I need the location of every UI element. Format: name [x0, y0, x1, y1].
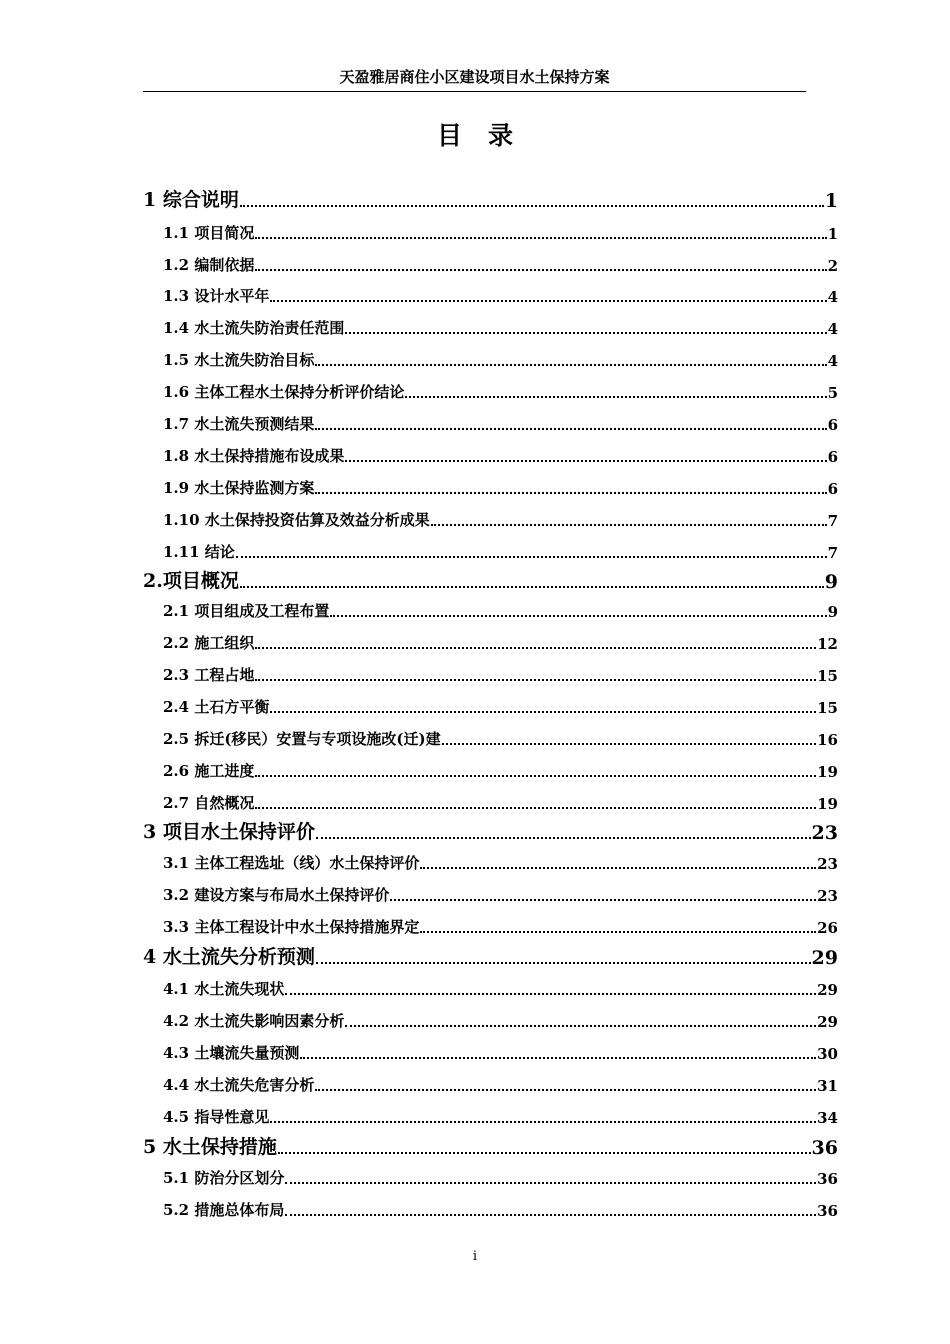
toc-leader-dots — [330, 615, 826, 617]
toc-entry-page: 23 — [817, 887, 838, 905]
toc-entry-page: 36 — [811, 1137, 838, 1159]
toc-entry-label: 1.9 水土保持监测方案 — [163, 479, 315, 497]
toc-entry-page: 4 — [827, 320, 838, 338]
toc-entry-label: 1.5 水土流失防治目标 — [163, 351, 315, 369]
toc-chapter-entry[interactable] — [143, 943, 838, 969]
toc-entry-label: 1.4 水土流失防治责任范围 — [163, 319, 345, 337]
toc-leader-dots — [300, 1057, 816, 1059]
toc-entry-label: 2.4 土石方平衡 — [163, 698, 270, 716]
toc-entry-label: 1.3 设计水平年 — [163, 287, 270, 305]
toc-entry-page: 26 — [817, 919, 838, 937]
toc-leader-dots — [315, 364, 826, 366]
toc-entry-label: 3.2 建设方案与布局水土保持评价 — [163, 886, 390, 904]
toc-entry-label: 2.7 自然概况 — [163, 794, 255, 812]
toc-leader-dots — [255, 807, 816, 809]
toc-entry-page: 15 — [817, 667, 838, 685]
toc-entry-page: 9 — [827, 603, 838, 621]
toc-entry-page: 4 — [827, 352, 838, 370]
toc-entry-page: 36 — [817, 1170, 838, 1188]
toc-entry-label: 2.项目概况 — [143, 570, 239, 592]
toc-entry-page: 1 — [827, 225, 838, 243]
toc-entry-label: 1.11 结论 — [163, 543, 235, 561]
toc-entry-page: 29 — [811, 947, 838, 969]
toc-entry-page: 23 — [811, 822, 838, 844]
toc-section-entry[interactable] — [143, 414, 838, 434]
toc-entry-page: 5 — [827, 384, 838, 402]
toc-entry-label: 5 水土保持措施 — [143, 1136, 277, 1158]
toc-leader-dots — [270, 1121, 816, 1123]
toc-section-entry[interactable] — [143, 601, 838, 621]
toc-entry-page: 16 — [817, 731, 838, 749]
toc-leader-dots — [420, 867, 816, 869]
toc-entry-label: 2.1 项目组成及工程布置 — [163, 602, 330, 620]
toc-leader-dots — [240, 205, 824, 207]
toc-chapter-entry[interactable] — [143, 1133, 838, 1159]
toc-section-entry[interactable] — [143, 697, 838, 717]
toc-leader-dots — [405, 396, 826, 398]
toc-entry-label: 3.3 主体工程设计中水土保持措施界定 — [163, 918, 420, 936]
toc-chapter-entry[interactable] — [143, 567, 838, 593]
table-of-contents — [143, 0, 838, 1344]
toc-entry-label: 3.1 主体工程选址（线）水土保持评价 — [163, 854, 420, 872]
toc-leader-dots — [255, 679, 816, 681]
toc-leader-dots — [255, 647, 816, 649]
toc-leader-dots — [285, 1182, 816, 1184]
toc-leader-dots — [316, 962, 811, 964]
toc-entry-label: 1 综合说明 — [143, 189, 239, 211]
toc-entry-label: 1.6 主体工程水土保持分析评价结论 — [163, 383, 405, 401]
toc-entry-page: 2 — [827, 257, 838, 275]
toc-entry-label: 1.1 项目简况 — [163, 224, 255, 242]
toc-leader-dots — [240, 586, 824, 588]
toc-leader-dots — [285, 993, 816, 995]
toc-leader-dots — [345, 1025, 816, 1027]
toc-entry-page: 4 — [827, 288, 838, 306]
toc-leader-dots — [442, 743, 817, 745]
toc-leader-dots — [278, 1152, 811, 1154]
toc-entry-label: 4.5 指导性意见 — [163, 1108, 270, 1126]
toc-leader-dots — [255, 237, 826, 239]
toc-entry-label: 2.6 施工进度 — [163, 762, 255, 780]
toc-entry-page: 15 — [817, 699, 838, 717]
toc-entry-label: 2.3 工程占地 — [163, 666, 255, 684]
toc-entry-page: 23 — [817, 855, 838, 873]
toc-leader-dots — [431, 524, 827, 526]
toc-entry-label: 1.2 编制依据 — [163, 256, 255, 274]
toc-leader-dots — [316, 837, 811, 839]
toc-section-entry[interactable] — [143, 1011, 838, 1031]
toc-section-entry[interactable] — [143, 318, 838, 338]
toc-section-entry[interactable] — [143, 350, 838, 370]
toc-leader-dots — [255, 775, 816, 777]
toc-leader-dots — [315, 492, 826, 494]
toc-entry-page: 34 — [817, 1109, 838, 1127]
toc-section-entry[interactable] — [143, 633, 838, 653]
toc-entry-label: 4.1 水土流失现状 — [163, 980, 285, 998]
toc-section-entry[interactable] — [143, 382, 838, 402]
toc-entry-label: 4 水土流失分析预测 — [143, 946, 315, 968]
toc-leader-dots — [285, 1214, 816, 1216]
toc-leader-dots — [270, 300, 826, 302]
toc-entry-page: 30 — [817, 1045, 838, 1063]
toc-entry-page: 19 — [817, 795, 838, 813]
toc-section-entry[interactable] — [143, 446, 838, 466]
toc-section-entry[interactable] — [143, 761, 838, 781]
toc-leader-dots — [270, 711, 816, 713]
toc-entry-label: 4.2 水土流失影响因素分析 — [163, 1012, 345, 1030]
toc-section-entry[interactable] — [143, 1075, 838, 1095]
toc-entry-label: 4.4 水土流失危害分析 — [163, 1076, 315, 1094]
toc-section-entry[interactable] — [143, 885, 838, 905]
toc-entry-label: 1.8 水土保持措施布设成果 — [163, 447, 345, 465]
toc-entry-label: 1.7 水土流失预测结果 — [163, 415, 315, 433]
page-number: i — [472, 1249, 478, 1264]
toc-entry-label: 2.2 施工组织 — [163, 634, 255, 652]
toc-entry-page: 9 — [824, 571, 838, 593]
toc-section-entry[interactable] — [143, 979, 838, 999]
toc-entry-page: 6 — [827, 480, 838, 498]
toc-entry-page: 36 — [817, 1202, 838, 1220]
toc-section-entry[interactable] — [143, 286, 838, 306]
toc-leader-dots — [390, 899, 816, 901]
toc-section-entry[interactable] — [143, 223, 838, 243]
toc-section-entry[interactable] — [143, 729, 838, 749]
toc-entry-page: 19 — [817, 763, 838, 781]
toc-section-entry[interactable] — [143, 917, 838, 937]
toc-section-entry[interactable] — [143, 542, 838, 562]
toc-leader-dots — [315, 428, 826, 430]
toc-section-entry[interactable] — [143, 1107, 838, 1127]
running-header: 天盈雅居商住小区建设项目水土保持方案 — [339, 68, 610, 86]
toc-entry-page: 7 — [827, 544, 838, 562]
toc-entry-page: 31 — [817, 1077, 838, 1095]
toc-entry-label: 1.10 水土保持投资估算及效益分析成果 — [163, 511, 430, 529]
toc-entry-label: 5.2 措施总体布局 — [163, 1201, 285, 1219]
toc-entry-label: 4.3 土壤流失量预测 — [163, 1044, 300, 1062]
toc-leader-dots — [236, 556, 827, 558]
toc-entry-page: 1 — [824, 190, 838, 212]
toc-chapter-entry[interactable] — [143, 818, 838, 844]
toc-section-entry[interactable] — [143, 1168, 838, 1188]
toc-entry-page: 6 — [827, 448, 838, 466]
toc-entry-page: 7 — [827, 512, 838, 530]
toc-title: 目录 — [436, 121, 539, 150]
toc-leader-dots — [420, 931, 816, 933]
toc-section-entry[interactable] — [143, 793, 838, 813]
toc-section-entry[interactable] — [143, 665, 838, 685]
toc-section-entry[interactable] — [143, 255, 838, 275]
toc-section-entry[interactable] — [143, 510, 838, 530]
toc-section-entry[interactable] — [143, 853, 838, 873]
toc-entry-page: 6 — [827, 416, 838, 434]
toc-entry-label: 5.1 防治分区划分 — [163, 1169, 285, 1187]
toc-leader-dots — [345, 332, 826, 334]
toc-leader-dots — [315, 1089, 816, 1091]
toc-section-entry[interactable] — [143, 1200, 838, 1220]
toc-entry-page: 29 — [817, 1013, 838, 1031]
toc-entry-page: 12 — [817, 635, 838, 653]
toc-entry-label: 2.5 拆迁(移民）安置与专项设施改(迁)建 — [163, 730, 441, 748]
toc-chapter-entry[interactable] — [143, 186, 838, 212]
toc-entry-page: 29 — [817, 981, 838, 999]
toc-leader-dots — [345, 460, 826, 462]
toc-section-entry[interactable] — [143, 478, 838, 498]
toc-section-entry[interactable] — [143, 1043, 838, 1063]
toc-leader-dots — [255, 269, 826, 271]
toc-entry-label: 3 项目水土保持评价 — [143, 821, 315, 843]
